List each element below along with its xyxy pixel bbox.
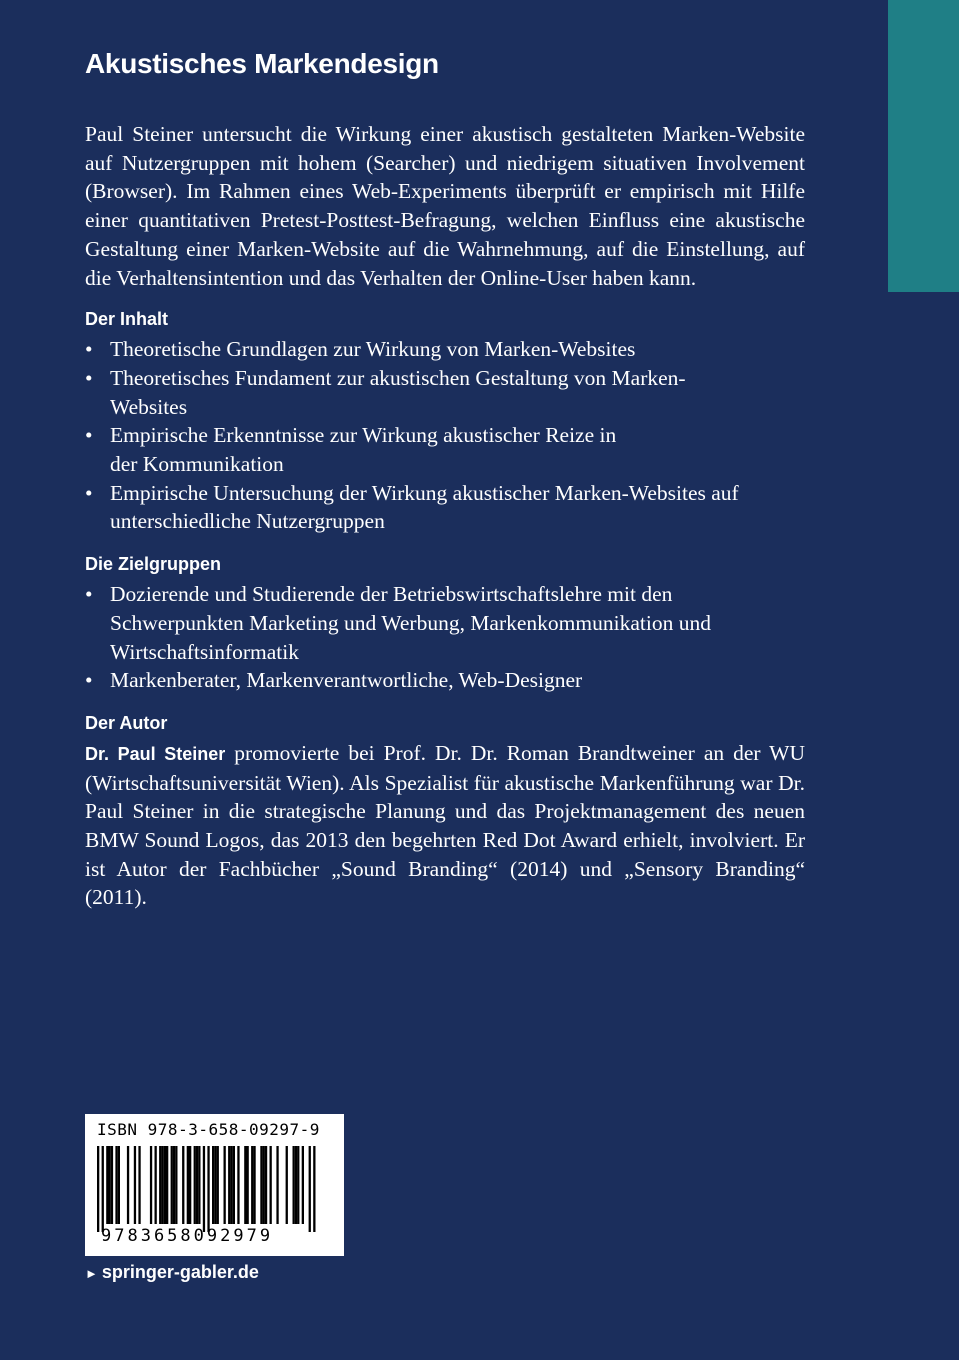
website-url: springer-gabler.de (101, 1262, 259, 1282)
arrow-icon: ► (85, 1266, 98, 1281)
barcode-bar (270, 1146, 272, 1224)
barcode-bar (155, 1146, 157, 1224)
barcode-bar (150, 1146, 152, 1224)
list-item (85, 666, 805, 695)
list-item-text: Markenberater, Markenverantwortliche, Web-Designer (110, 668, 583, 693)
barcode-bar (253, 1146, 255, 1224)
bullet-icon: • (85, 582, 93, 607)
heading-inhalt: Der Inhalt (85, 309, 169, 330)
barcode-bar (198, 1146, 200, 1224)
barcode-bar (293, 1146, 295, 1224)
list-item (85, 421, 805, 478)
list-item-text: Dozierende und Studierende der Betriebswirtschaftslehre mit den Schwerpunkten Marketing und Werbung, Markenkommunikation und Wirtschaftsinformatik (110, 582, 711, 664)
barcode-bar (309, 1146, 311, 1232)
barcode-bar (194, 1146, 196, 1224)
barcode-bar (214, 1146, 216, 1224)
back-cover-content (85, 44, 805, 912)
barcode-bar (263, 1146, 265, 1224)
barcode-bar (189, 1146, 191, 1224)
intro-paragraph: Paul Steiner untersucht die Wirkung einer akustisch gestalteten Marken-Website auf Nutzergruppen mit hohem (Searcher) und niedrigem situativen Involvement (Browser). Im Rahmen eines Web-Experiments überprüft er empirisch mit Hilfe einer quantitativen Pretest-Posttest-Befragung, welchen Einfluss eine akustische Gestaltung einer Marken-Website auf die Wahrnehmung, auf die Einstellung, auf die Verhaltensintention und das Verhalten der Online-User haben kann. (85, 122, 805, 290)
barcode-bar (217, 1146, 219, 1224)
book-title: Akustisches Markendesign (85, 48, 439, 79)
barcode-bar (207, 1146, 209, 1232)
barcode-bar (175, 1146, 177, 1224)
list-item (85, 580, 805, 666)
barcode-bar (224, 1146, 226, 1224)
barcode-bar (237, 1146, 239, 1224)
list-item (85, 335, 805, 364)
barcode-bar (118, 1146, 120, 1224)
zielgruppen-list (85, 580, 805, 695)
isbn-barcode (85, 1114, 344, 1256)
barcode-bar (138, 1146, 140, 1224)
barcode-bar (286, 1146, 288, 1224)
barcode-bar (164, 1146, 166, 1224)
barcode-bar (161, 1146, 163, 1224)
bullet-icon: • (85, 337, 93, 362)
barcode-bar (134, 1146, 136, 1224)
list-item-text: Theoretische Grundlagen zur Wirkung von Marken-Websites (110, 337, 636, 362)
barcode-bar (260, 1146, 262, 1224)
barcode-bar (233, 1146, 235, 1224)
barcode-bar (265, 1146, 267, 1224)
barcode-bar (302, 1146, 304, 1224)
list-item (85, 364, 805, 421)
barcode-bar (212, 1146, 214, 1224)
bullet-icon: • (85, 668, 93, 693)
inhalt-list (85, 335, 805, 536)
bullet-icon: • (85, 480, 93, 505)
author-bio: promovierte bei Prof. Dr. Dr. Roman Brandtweiner an der WU (Wirtschaftsuniversität Wien). Als Spezialist für akustische Markenführung war Dr. Paul Steiner in die strategische Planung und das Projektmanagement des neuen BMW Sound Logos, das 2013 den begehrten Red Dot Award erhielt, involviert. Er ist Autor der Fachbücher „Sound Branding“ (2014) und „Sensory Branding“ (2011). (85, 740, 805, 910)
author-paragraph (85, 739, 805, 912)
barcode-bar (127, 1146, 129, 1224)
barcode-bar (244, 1146, 246, 1224)
barcode-bar (102, 1146, 104, 1232)
barcode-bar (166, 1146, 168, 1224)
heading-zielgruppen: Die Zielgruppen (85, 554, 222, 575)
barcode-bar (276, 1146, 278, 1224)
isbn-label: ISBN 978-3-658-09297-9 (97, 1120, 320, 1139)
barcode-bar (106, 1146, 108, 1224)
publisher-website[interactable] (85, 1262, 259, 1283)
list-item-text: Theoretisches Fundament zur akustischen Gestaltung von Marken-Websites (110, 365, 686, 419)
bullet-icon: • (85, 365, 93, 390)
list-item-text: Empirische Untersuchung der Wirkung akustischer Marken-Websites auf unterschiedliche Nutzergruppen (110, 480, 739, 534)
barcode-bar (182, 1146, 184, 1224)
barcode-bar (187, 1146, 189, 1224)
barcode-bar (109, 1146, 111, 1224)
barcode-bar (171, 1146, 173, 1224)
list-item-text: Empirische Erkenntnisse zur Wirkung akustischer Reize in der Kommunikation (110, 423, 617, 477)
barcode-bar (228, 1146, 230, 1224)
heading-autor: Der Autor (85, 712, 168, 733)
barcode-bar (251, 1146, 253, 1224)
barcode-bar (173, 1146, 175, 1224)
ean-digits: 9783658092979 (101, 1226, 274, 1246)
barcode-bar (203, 1146, 205, 1232)
list-item (85, 479, 805, 536)
barcode-bar (297, 1146, 299, 1224)
author-name: Dr. Paul Steiner (85, 743, 226, 764)
color-tab (888, 0, 959, 292)
barcode-bar (247, 1146, 249, 1224)
bullet-icon: • (85, 423, 93, 448)
barcode-bar (230, 1146, 232, 1224)
barcode-bar (313, 1146, 315, 1232)
barcode-bar (115, 1146, 117, 1224)
barcode-bar (97, 1146, 99, 1232)
barcode-bar (295, 1146, 297, 1224)
barcode-bar (159, 1146, 161, 1224)
barcode-bar (111, 1146, 113, 1224)
barcode-bar (196, 1146, 198, 1224)
